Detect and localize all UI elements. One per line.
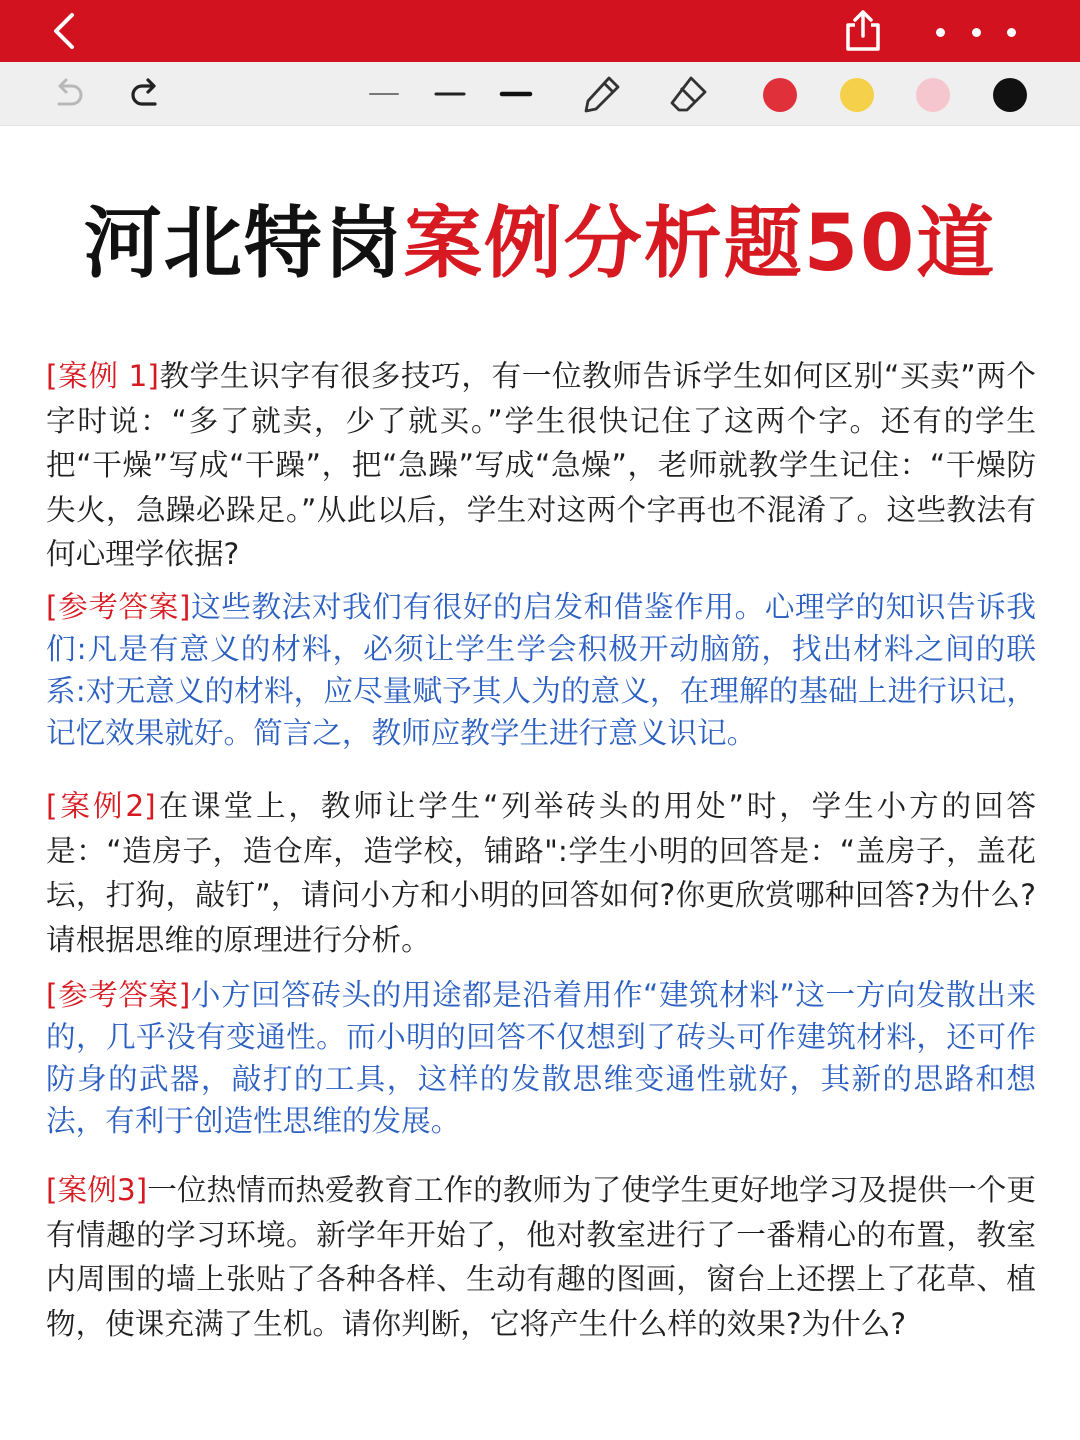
color-swatch-yellow[interactable] — [840, 78, 874, 112]
case-1-answer-tag: [参考答案] — [46, 590, 191, 624]
page-title — [0, 196, 1080, 292]
case-3-text: 一位热情而热爱教育工作的教师为了使学生更好地学习及提供一个更有情趣的学习环境。新学年开始了，他对教室进行了一番精心的布置，教室内周围的墙上张贴了各种各样、生动有趣的图画，窗台上还摆上了花草、植物，使课充满了生机。请你判断，它将产生什么样的效果?为什么? — [46, 1173, 1037, 1341]
case-2-tag: [案例2] — [46, 789, 156, 823]
case-1-question — [46, 354, 1036, 577]
case-3-tag: [案例3] — [46, 1173, 148, 1207]
title-part-red: 案例分析题50道 — [403, 199, 997, 289]
stroke-thin-icon — [364, 84, 404, 104]
undo-button[interactable] — [46, 70, 90, 118]
stroke-thin-button[interactable] — [362, 70, 406, 118]
eraser-button[interactable] — [664, 70, 712, 118]
case-3-question — [46, 1168, 1036, 1346]
case-1-answer — [46, 586, 1036, 754]
share-button[interactable] — [838, 6, 888, 56]
more-dots-icon — [1007, 28, 1016, 37]
more-dots-icon — [972, 28, 981, 37]
case-2-text: 在课堂上，教师让学生“列举砖头的用处”时，学生小方的回答是：“造房子，造仓库，造学校，铺路":学生小明的回答是：“盖房子，盖花坛，打狗，敲钉”，请问小方和小明的回答如何?你更欣赏哪种回答?为什么?请根据思维的原理进行分析。 — [46, 789, 1036, 957]
eraser-icon — [667, 73, 709, 115]
more-button[interactable] — [926, 14, 1026, 50]
title-part-black: 河北特岗 — [83, 199, 404, 289]
stroke-medium-button[interactable] — [428, 70, 472, 118]
case-2-answer-tag: [参考答案] — [46, 978, 191, 1012]
top-app-bar — [0, 0, 1080, 62]
case-2-question — [46, 784, 1036, 962]
share-icon — [843, 9, 883, 53]
undo-icon — [50, 76, 86, 112]
color-swatch-black[interactable] — [993, 78, 1027, 112]
case-1-tag: [案例 1] — [46, 359, 159, 393]
case-2-answer — [46, 974, 1036, 1142]
pencil-icon — [581, 73, 623, 115]
stroke-medium-icon — [430, 84, 470, 104]
more-dots-icon — [936, 28, 945, 37]
color-swatch-pink[interactable] — [916, 78, 950, 112]
case-2-answer-text: 小方回答砖头的用途都是沿着用作“建筑材料”这一方向发散出来的，几乎没有变通性。而小明的回答不仅想到了砖头可作建筑材料，还可作防身的武器，敲打的工具，这样的发散思维变通性就好，其新的思路和想法，有利于创造性思维的发展。 — [46, 978, 1037, 1138]
case-1-text: 教学生识字有很多技巧，有一位教师告诉学生如何区别“买卖”两个字时说：“多了就卖，少了就买。”学生很快记住了这两个字。还有的学生把“干燥”写成“干躁”，把“急躁”写成“急燥”，老师就教学生记住：“干燥防失火，急躁必跺足。”从此以后，学生对这两个字再也不混淆了。这些教法有何心理学依据? — [46, 359, 1036, 572]
back-button[interactable] — [40, 8, 86, 54]
stroke-thick-icon — [496, 84, 536, 104]
redo-icon — [128, 76, 164, 112]
case-1-answer-text: 这些教法对我们有很好的启发和借鉴作用。心理学的知识告诉我们:凡是有意义的材料，必须让学生学会积极开动脑筋，找出材料之间的联系:对无意义的材料，应尽量赋予其人为的意义，在理解的基础上进行识记，记忆效果就好。简言之，教师应教学生进行意义识记。 — [46, 590, 1036, 750]
redo-button[interactable] — [124, 70, 168, 118]
pen-button[interactable] — [578, 70, 626, 118]
stroke-thick-button[interactable] — [494, 70, 538, 118]
color-swatch-red[interactable] — [763, 78, 797, 112]
chevron-left-icon — [48, 11, 78, 51]
